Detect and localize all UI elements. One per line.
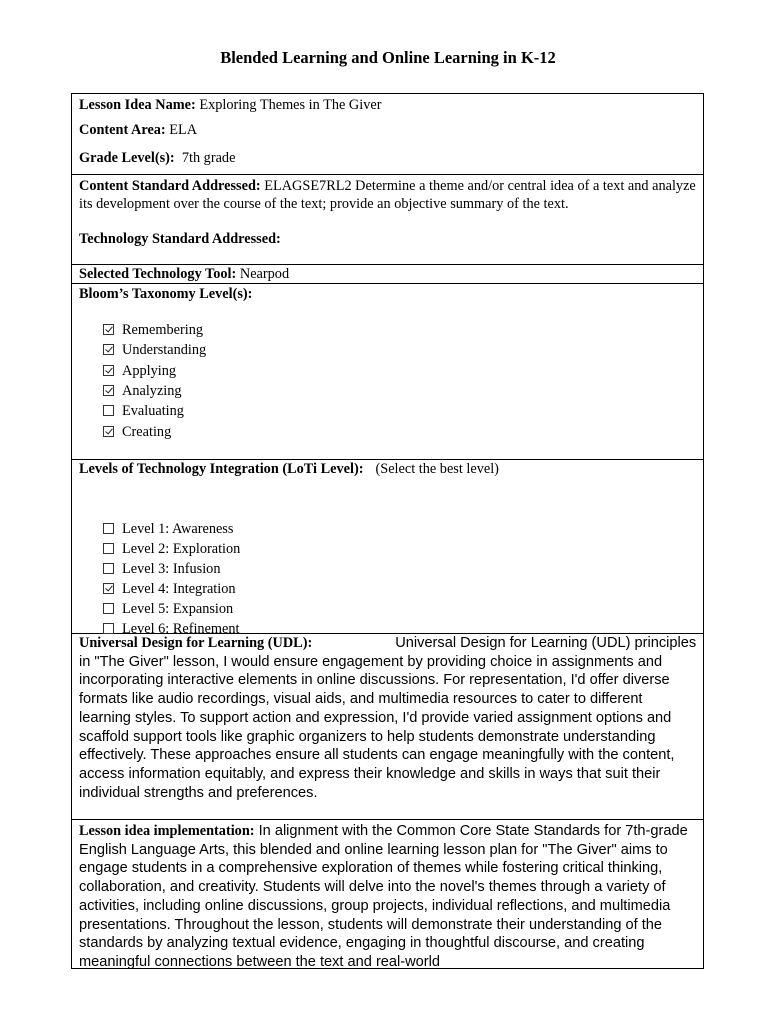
checked-checkbox-icon[interactable] xyxy=(103,365,114,376)
loti-label: Levels of Technology Integration (LoTi Level): xyxy=(79,461,364,477)
unchecked-checkbox-icon[interactable] xyxy=(103,543,114,554)
unchecked-checkbox-icon[interactable] xyxy=(103,623,114,634)
loti-item-label: Level 2: Exploration xyxy=(122,541,241,557)
loti-item[interactable] xyxy=(103,580,236,598)
content-area-label: Content Area: xyxy=(79,122,166,138)
checked-checkbox-icon[interactable] xyxy=(103,426,114,437)
blooms-item-label: Understanding xyxy=(122,342,207,359)
loti-item[interactable] xyxy=(103,520,233,538)
blooms-item[interactable] xyxy=(103,423,171,441)
udl-body: Universal Design for Learning (UDL) principles in "The Giver" lesson, I would ensure engagement by providing choice in assignments and incorporating interactive elements in online discussions. For representation, I'd offer diverse formats like audio recordings, visual aids, and multimedia resources to cater to different learning styles. To support action and expression, I'd provide varied assignment options and scaffold support tools like graphic organizers to help students demonstrate understanding effectively. These approaches ensure all students can engage meaningfully with the content, access information equitably, and express their knowledge and skills in ways that suit their individual strengths and preferences. xyxy=(79,635,697,801)
loti-item[interactable] xyxy=(103,540,240,558)
lesson-idea-name xyxy=(79,96,381,114)
technology-standard-label xyxy=(79,230,281,248)
technology-tool-label: Selected Technology Tool: xyxy=(79,266,237,282)
content-area xyxy=(79,121,197,139)
document-title: Blended Learning and Online Learning in K-12 xyxy=(220,48,556,67)
technology-tool-cell xyxy=(72,265,703,284)
unchecked-checkbox-icon[interactable] xyxy=(103,405,114,416)
lesson-idea-name-value: Exploring Themes in The Giver xyxy=(195,97,382,113)
content-standard-value: ELAGSE7RL2 Determine a theme and/or central idea of a text and analyze its development over the course of the text; provide an objective summary of the text. xyxy=(79,178,696,212)
loti-item-label: Level 6: Refinement xyxy=(122,621,240,637)
blooms-item-label: Evaluating xyxy=(122,403,184,420)
loti-item-label: Level 5: Expansion xyxy=(122,601,234,617)
loti-item[interactable] xyxy=(103,600,233,618)
content-standard-label: Content Standard Addressed: xyxy=(79,178,261,194)
loti-item-label: Level 3: Infusion xyxy=(122,561,221,577)
unchecked-checkbox-icon[interactable] xyxy=(103,523,114,534)
blooms-item[interactable] xyxy=(103,321,203,339)
loti-item-label: Level 1: Awareness xyxy=(122,521,234,537)
implementation-body: In alignment with the Common Core State Standards for 7th-grade English Language Arts, this blended and online learning lesson plan for "The Giver" aims to engage students in a comprehensive exploration of themes while fostering critical thinking, collaboration, and creativity. Students will delve into the novel's themes through a variety of activities, including online discussions, group projects, individual reflections, and multimedia presentations. Throughout the lesson, students will demonstrate their understanding of the standards by analyzing textual evidence, engaging in thoughtful discourse, and creating meaningful connections between the text and real-world xyxy=(79,823,688,969)
udl-text xyxy=(79,634,698,802)
blooms-item[interactable] xyxy=(103,382,182,400)
blooms-cell xyxy=(72,284,703,460)
technology-tool-value: Nearpod xyxy=(236,266,290,282)
loti-heading xyxy=(79,460,499,478)
unchecked-checkbox-icon[interactable] xyxy=(103,563,114,574)
blooms-item[interactable] xyxy=(103,402,184,420)
udl-label: Universal Design for Learning (UDL): xyxy=(79,635,313,651)
unchecked-checkbox-icon[interactable] xyxy=(103,603,114,614)
blooms-item-label: Creating xyxy=(122,423,172,440)
checked-checkbox-icon[interactable] xyxy=(103,385,114,396)
loti-item[interactable] xyxy=(103,560,220,578)
blooms-item-label: Applying xyxy=(122,362,177,379)
blooms-item[interactable] xyxy=(103,362,176,380)
grade-level-label: Grade Level(s): xyxy=(79,150,175,166)
grade-level-value: 7th grade xyxy=(174,150,236,166)
content-standard xyxy=(79,177,696,213)
implementation-label: Lesson idea implementation: xyxy=(79,823,255,839)
blooms-label xyxy=(79,285,252,303)
implementation-cell xyxy=(72,820,703,969)
loti-item-label: Level 4: Integration xyxy=(122,581,236,597)
lesson-plan-table xyxy=(71,93,704,969)
technology-tool xyxy=(79,265,289,283)
loti-hint: (Select the best level) xyxy=(375,461,499,477)
standards-cell xyxy=(72,175,703,265)
checked-checkbox-icon[interactable] xyxy=(103,324,114,335)
blooms-item-label: Analyzing xyxy=(122,382,182,399)
blooms-item[interactable] xyxy=(103,341,206,359)
lesson-info-cell xyxy=(72,94,703,175)
loti-cell xyxy=(72,460,703,637)
implementation-text xyxy=(79,822,698,969)
checked-checkbox-icon[interactable] xyxy=(103,344,114,355)
grade-level xyxy=(79,149,235,167)
technology-standard-label-text: Technology Standard Addressed: xyxy=(79,231,281,247)
blooms-label-text: Bloom’s Taxonomy Level(s): xyxy=(79,286,253,302)
lesson-idea-name-label: Lesson Idea Name: xyxy=(79,97,196,113)
checked-checkbox-icon[interactable] xyxy=(103,583,114,594)
blooms-item-label: Remembering xyxy=(122,322,203,338)
udl-cell xyxy=(72,634,703,820)
content-area-value: ELA xyxy=(165,122,198,138)
